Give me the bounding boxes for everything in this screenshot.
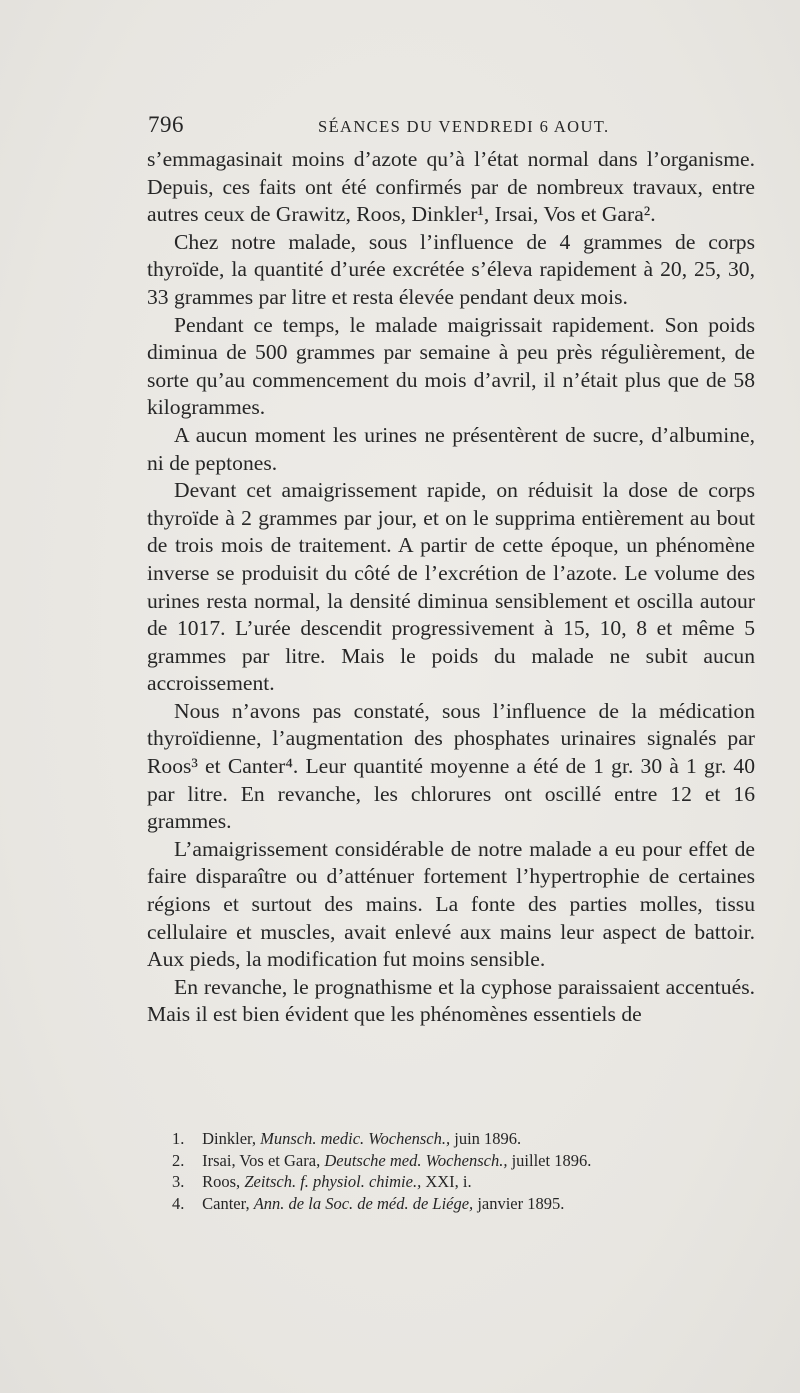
footnote-number: 4. — [172, 1193, 185, 1213]
running-head: SÉANCES DU VENDREDI 6 AOUT. — [318, 117, 610, 136]
footnote-author: Irsai, Vos et Gara, — [202, 1150, 321, 1170]
footnote-title: Ann. de la Soc. de méd. de Liége, — [253, 1193, 474, 1213]
paragraph: En revanche, le prognathisme et la cyphose paraissaient accentués. Mais il est bien évident que les phénomènes essentiels de — [147, 974, 755, 1027]
paragraph: Chez notre malade, sous l’influence de 4 grammes de corps thyroïde, la quantité d’urée excrétée s’éleva rapidement à 20, 25, 30, 33 grammes par litre et resta élevée pendant deux mois. — [147, 229, 755, 309]
footnote-author: Canter, — [202, 1193, 250, 1213]
footnote-details: XXI, i. — [425, 1172, 472, 1191]
footnote-number: 1. — [172, 1129, 185, 1148]
footnote-number: 2. — [172, 1150, 185, 1170]
paragraph: Devant cet amaigrissement rapide, on réduisit la dose de corps thyroïde à 2 grammes par jour, et on le supprima entièrement au bout de trois mois de traitement. A partir de cette époque, un phénomène inverse se produisit du côté de l’excrétion de l’azote. Le volume des urines resta normal, la densité diminua sensiblement et oscilla autour de 1017. L’urée descendit progressivement à 15, 10, 8 et même 5 grammes par litre. Mais le poids du malade ne subit aucun accroissement. — [147, 478, 755, 696]
footnote — [172, 1128, 752, 1150]
paragraph: L’amaigrissement considérable de notre malade a eu pour effet de faire disparaître ou d’atténuer fortement l’hypertrophie de certaines régions et surtout des mains. La fonte des parties molles, tissu cellulaire et muscles, avait enlevé aux mains leur aspect de battoir. Aux pieds, la modification fut moins sensible. — [147, 836, 755, 972]
paragraph: Nous n’avons pas constaté, sous l’influence de la médication thyroïdienne, l’augmentation des phosphates urinaires signalés par Roos³ et Canter⁴. Leur quantité moyenne a été de 1 gr. 30 à 1 gr. 40 par litre. En revanche, les chlorures ont oscillé entre 12 et 16 grammes. — [147, 698, 755, 834]
body-text — [147, 146, 755, 1029]
footnote-title: Munsch. medic. Wochensch., — [260, 1129, 451, 1148]
paragraph: A aucun moment les urines ne présentèrent de sucre, d’albumine, ni de peptones. — [147, 422, 755, 475]
footnote-title: Zeitsch. f. physiol. chimie., — [244, 1172, 422, 1191]
footnote-title: Deutsche med. Wochensch., — [324, 1150, 508, 1170]
footnote-number: 3. — [172, 1172, 185, 1191]
footnote — [172, 1193, 752, 1215]
footnote-author: Dinkler, — [202, 1129, 256, 1148]
footnote-details: janvier 1895. — [477, 1193, 565, 1213]
footnote-details: juin 1896. — [454, 1129, 522, 1148]
footnote — [172, 1150, 752, 1172]
page-number: 796 — [148, 112, 184, 137]
footnote-details: juillet 1896. — [511, 1150, 592, 1170]
footnote — [172, 1171, 752, 1193]
paragraph: s’emmagasinait moins d’azote qu’à l’état normal dans l’organisme. Depuis, ces faits ont été confirmés par de nombreux travaux, entre autres ceux de Grawitz, Roos, Dinkler¹, Irsai, Vos et Gara². — [147, 147, 755, 227]
footnotes — [172, 1128, 752, 1214]
paragraph: Pendant ce temps, le malade maigrissait rapidement. Son poids diminua de 500 grammes par semaine à peu près régulièrement, de sorte qu’au commencement du mois d’avril, il n’était plus que de 58 kilogrammes. — [147, 312, 755, 420]
page-header — [148, 112, 754, 144]
footnote-author: Roos, — [202, 1172, 241, 1191]
